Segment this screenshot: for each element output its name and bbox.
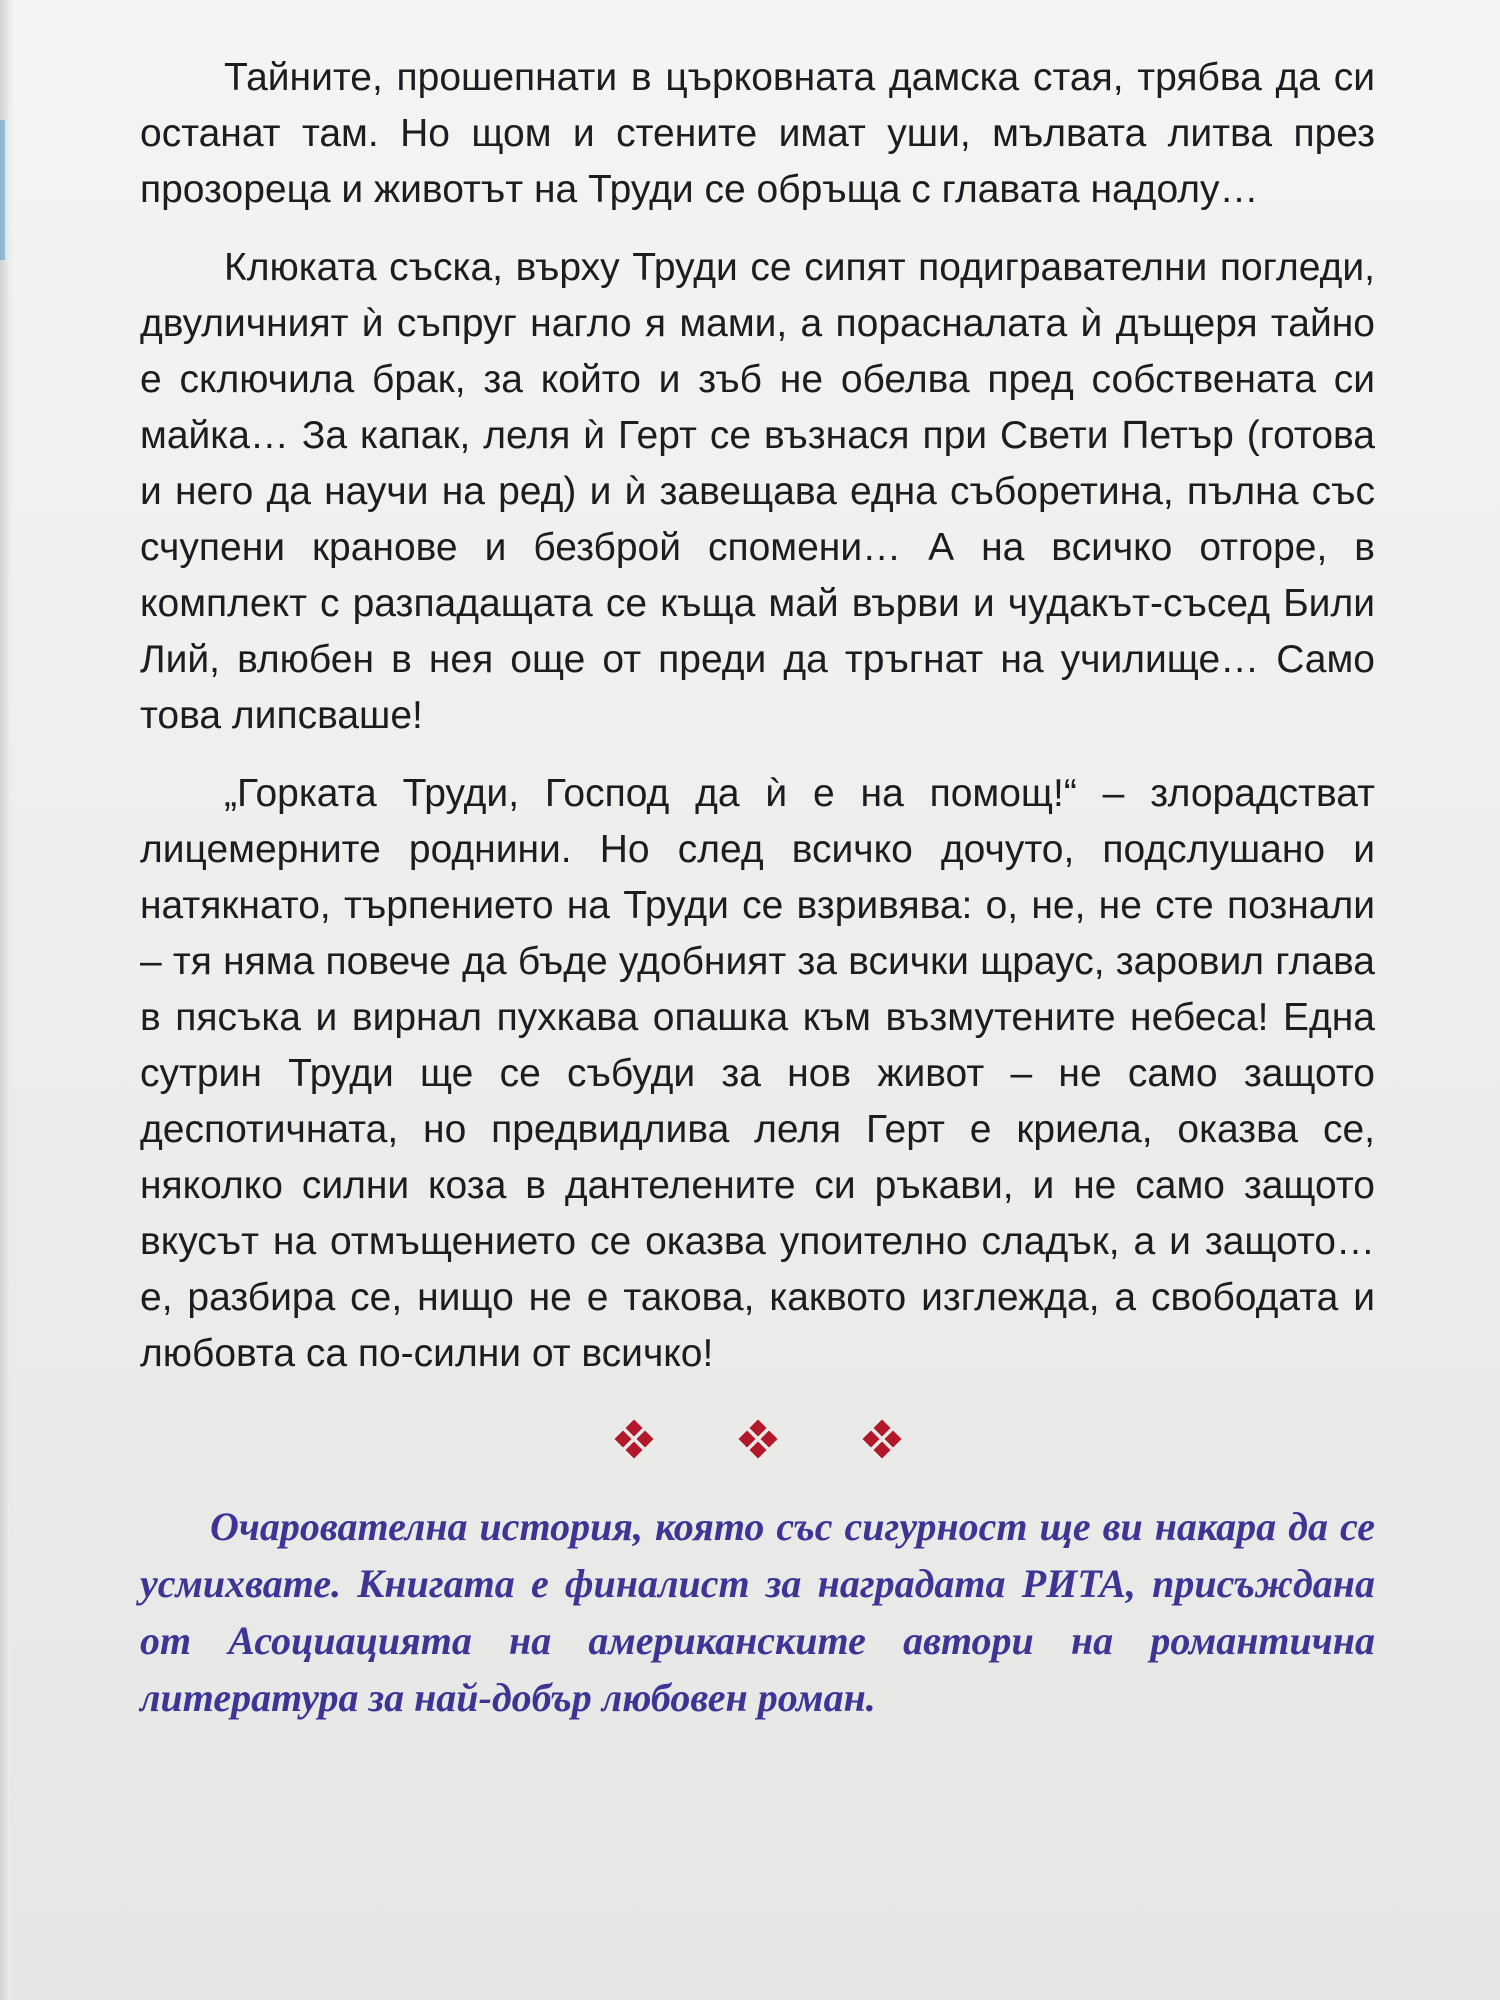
red-diamond-ornament-icon	[741, 1422, 775, 1456]
page-left-edge	[0, 0, 14, 2000]
synopsis-paragraph-2: Клюката съска, върху Труди се сипят подигравателни погледи, двуличният ѝ съпруг нагло я мами, а порасналата ѝ дъщеря тайно е сключила брак, за който и зъб не обелва пред собствената си майка… За капак, леля ѝ Герт се възнася при Свети Петър (готова и него да научи на ред) и ѝ завещава една съборетина, пълна със счупени кранове и безброй спомени… А на всичко отгоре, в комплект с разпадащата се къща май върви и чудакът-съсед Били Лий, влюбен в нея още от преди да тръгнат на училище… Само това липсваше!	[140, 246, 1375, 737]
ornament-divider	[140, 1422, 1375, 1456]
page-edge-accent	[0, 120, 5, 260]
cover-text-block	[140, 50, 1375, 1726]
award-blurb: Очарователна история, която със сигурност ще ви накара да се усмихвате. Книгата е финалист за наградата РИТА, присъждана от Асоциацията на американските автори на романтична литература за най-добър любовен роман.	[140, 1504, 1375, 1720]
synopsis-paragraph-1: Тайните, прошепнати в църковната дамска стая, трябва да си останат там. Но щом и стените имат уши, мълвата литва през прозореца и животът на Труди се обръща с главата надолу…	[140, 56, 1375, 211]
synopsis-paragraph-3: „Горката Труди, Господ да ѝ е на помощ!“ – злорадстват лицемерните роднини. Но след всичко дочуто, подслушано и натякнато, търпението на Труди се взривява: о, не, не сте познали – тя няма повече да бъде удобният за всички щраус, заровил глава в пясъка и вирнал пухкава опашка към възмутените небеса! Една сутрин Труди ще се събуди за нов живот – не само защото деспотичната, но предвидлива леля Герт е криела, оказва се, няколко силни коза в дантелените си ръкави, и не само защото вкусът на отмъщението се оказва упоително сладък, а и защото… е, разбира се, нищо не е такова, каквото изглежда, а свободата и любовта са по-силни от всичко!	[140, 772, 1375, 1375]
red-diamond-ornament-icon	[617, 1422, 651, 1456]
red-diamond-ornament-icon	[865, 1422, 899, 1456]
